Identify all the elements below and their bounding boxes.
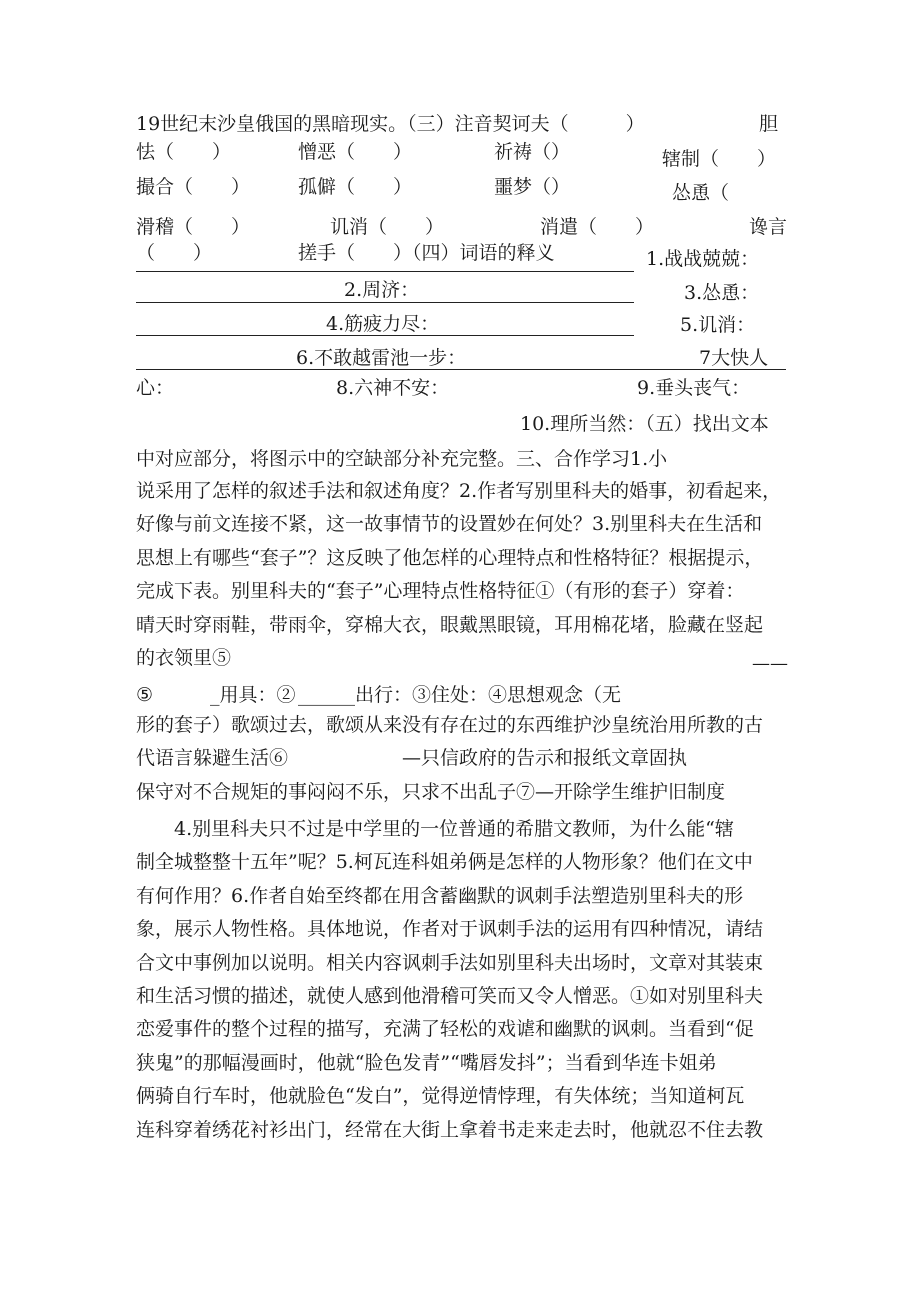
para-1-line: 思想上有哪些“套子”？这反映了他怎样的心理特点和性格特征？根据提示， <box>136 546 764 569</box>
row-2-item-2: _用具：② <box>210 684 296 706</box>
para-3-line: 制全城整整十五年”呢？5.柯瓦连科姐弟俩是怎样的人物形象？他们在文中 <box>136 851 753 874</box>
blank-dash: —— <box>752 653 788 674</box>
line-3-item-4: 怂恿（ <box>672 182 730 204</box>
para-3-line: 有何作用？6.作者自始至终都在用含蓄幽默的讽刺手法塑造别里科夫的形 <box>136 884 744 907</box>
line-2-item-4: 辖制（ ） <box>662 148 777 170</box>
para-1-line: 好像与前文连接不紧，这一故事情节的设置妙在何处？3.别里科夫在生活和 <box>136 513 763 536</box>
line-3-item-3: 噩梦（） <box>494 176 571 198</box>
para-3-line: 象，展示人物性格。具体地说，作者对于讽刺手法的运用有四种情况，请结 <box>136 918 764 941</box>
line-8-item-1: 6.不敢越雷池一步： <box>296 347 467 369</box>
line-9-item-1: 心： <box>136 377 175 399</box>
para-3-line: 连科穿着绣花衬衫出门，经常在大街上拿着书走来走去时，他就忍不住去教 <box>136 1118 764 1141</box>
paragraph-2 <box>136 709 796 809</box>
paragraph-1 <box>136 475 796 675</box>
row-2-item-3: ______出行：③住处：④思想观念（无 <box>298 684 622 706</box>
line-4-item-3: 消遣（ ） <box>540 216 655 238</box>
line-1-right: 胆 <box>759 113 779 135</box>
line-1: 19世纪末沙皇俄国的黑暗现实。（三）注音契诃夫（ ） <box>136 113 645 135</box>
para-2-line: 保守对不合规矩的事闷闷不乐，只求不出乱子⑦—开除学生维护旧制度 <box>136 780 726 803</box>
line-6-item-2: 3.怂恿： <box>684 282 760 304</box>
line-4-item-2: 讥消（ ） <box>330 216 445 238</box>
line-2-item-1: 怯（ ） <box>136 141 232 163</box>
para-1-line: 的衣领里⑤ <box>136 647 232 670</box>
para-3-line: 恋爱事件的整个过程的描写，充满了轻松的戏谑和幽默的讽刺。当看到“促 <box>136 1018 754 1041</box>
line-2-item-2: 憎恶（ ） <box>298 141 413 163</box>
para-1-line: 说采用了怎样的叙述手法和叙述角度？2.作者写别里科夫的婚事，初看起来， <box>136 480 782 502</box>
line-3-item-1: 撮合（ ） <box>136 176 251 198</box>
line-8-item-2: 7大快人 <box>699 347 769 369</box>
line-7-item-2: 5.讥消： <box>680 314 756 336</box>
answer-line-1 <box>136 271 634 272</box>
line-9-item-2: 8.六神不安： <box>336 377 450 399</box>
line-9-item-3: 9.垂头丧气： <box>637 377 751 399</box>
para-3-line: 4.别里科夫只不过是中学里的一位普通的希腊文教师，为什么能“辖 <box>174 818 734 840</box>
answer-line-2 <box>136 302 634 303</box>
line-4-item-4: 谗言 <box>749 216 788 238</box>
line-4-item-1: 滑稽（ ） <box>136 216 251 238</box>
para-3-line: 和生活习惯的描述，就使人感到他滑稽可笑而又令人憎恶。①如对别里科夫 <box>136 985 764 1008</box>
line-6-item-1: 2.周济： <box>344 279 420 301</box>
para-1-line: 完成下表。别里科夫的“套子”心理特点性格特征①（有形的套子）穿着： <box>136 580 745 603</box>
line-5-item-3: 1.战战兢兢： <box>646 248 760 270</box>
paragraph-3 <box>136 813 796 1147</box>
answer-line-3 <box>136 335 634 336</box>
line-2-item-3: 祈祷（） <box>494 141 571 163</box>
para-3-line: 俩骑自行车时，他就脸色“发白”，觉得逆情悖理，有失体统；当知道柯瓦 <box>136 1085 745 1108</box>
para-3-line: 狭鬼”的那幅漫画时，他就“脸色发青”“嘴唇发抖”；当看到华连卡姐弟 <box>136 1051 717 1074</box>
line-3-item-2: 孤僻（ ） <box>298 176 413 198</box>
line-5-item-2: 搓手（ ）（四）词语的释义 <box>298 242 555 264</box>
para-2-line: 代语言躲避生活⑥ —只信政府的告示和报纸文章固执 <box>136 747 688 770</box>
line-10: 10.理所当然：（五）找出文本 <box>520 413 769 435</box>
para-3-line: 合文中事例加以说明。相关内容讽刺手法如别里科夫出场时，文章对其装束 <box>136 951 764 974</box>
para-2-line: 形的套子）歌颂过去，歌颂从来没有存在过的东西维护沙皇统治用所教的古 <box>136 714 764 736</box>
line-11: 中对应部分，将图示中的空缺部分补充完整。三、合作学习1.小 <box>136 448 668 470</box>
answer-line-4 <box>136 369 786 370</box>
para-1-line: 晴天时穿雨鞋，带雨伞，穿棉大衣，眼戴黑眼镜，耳用棉花堵，脸藏在竖起 <box>136 613 764 636</box>
line-7-item-1: 4.筋疲力尽： <box>326 313 440 335</box>
row-2-item-1: ⑤ <box>136 684 154 706</box>
line-5-item-1: （ ） <box>136 242 213 264</box>
